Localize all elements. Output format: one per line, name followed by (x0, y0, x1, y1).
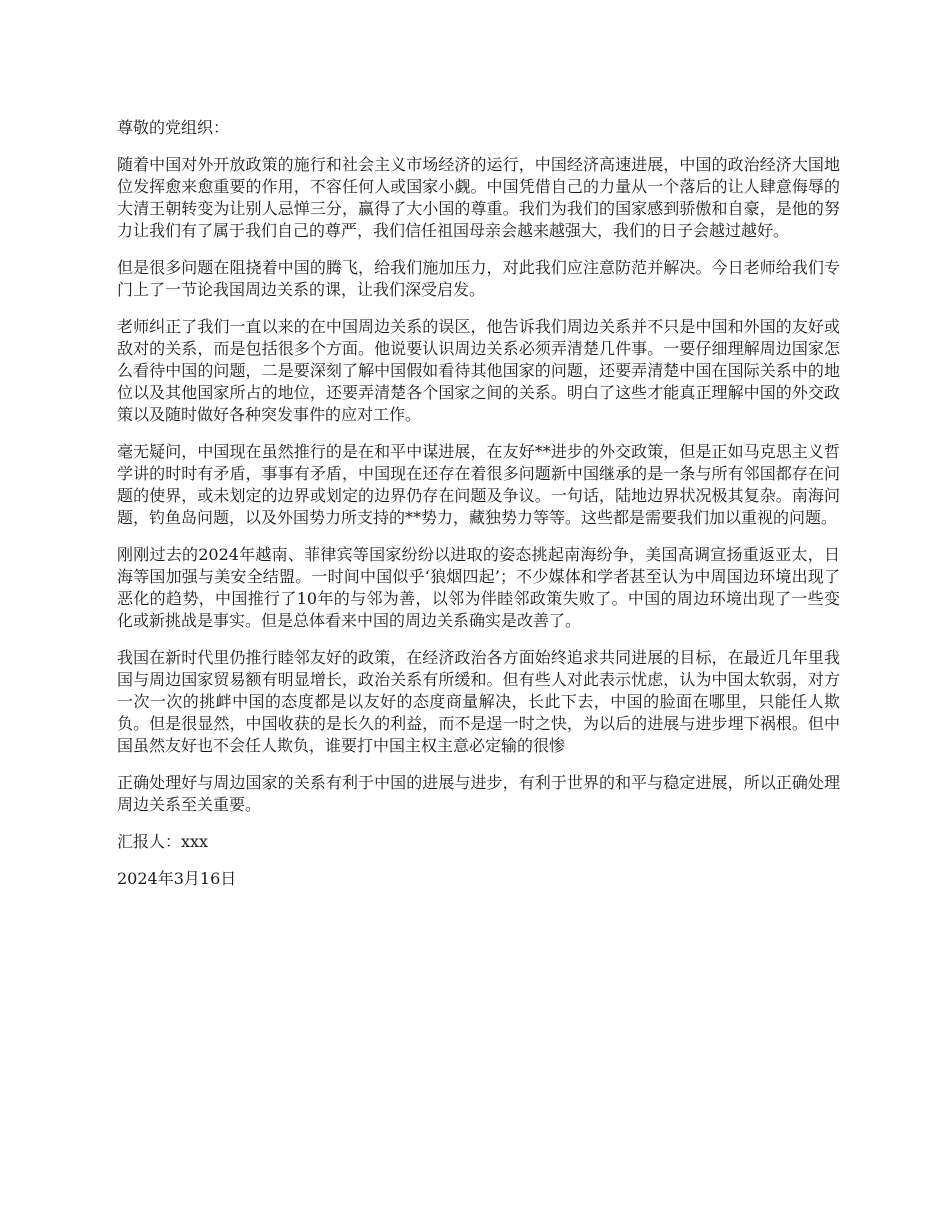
salutation: 尊敬的党组织： (117, 118, 230, 137)
body-paragraph-4: 毫无疑问，中国现在虽然推行的是在和平中谋进展，在友好**进步的外交政策，但是正如马克思主义哲学讲的时时有矛盾，事事有矛盾，中国现在还存在着很多问题新中国继承的是一条与所有邻国都存在问题的使界，或未划定的边界或划定的边界仍存在问题及争议。一句话，陆地边界状况极其复杂。南海问题，钓鱼岛问题，以及外国势力所支持的**势力，藏独势力等等。这些都是需要我们加以重视的问题。 (117, 442, 840, 527)
reporter-line: 汇报人：xxx (117, 832, 209, 851)
body-paragraph-3: 老师纠正了我们一直以来的在中国周边关系的误区，他告诉我们周边关系并不只是中国和外国的友好或敌对的关系，而是包括很多个方面。他说要认识周边关系必须弄清楚几件事。一要仔细理解周边国家怎么看待中国的问题，二是要深刻了解中国假如看待其他国家的问题，还要弄清楚中国在国际关系中的地位以及其他国家所占的地位，还要弄清楚各个国家之间的关系。明白了这些才能真正理解中国的外交政策以及随时做好各种突发事件的应对工作。 (117, 317, 840, 424)
body-paragraph-2: 但是很多问题在阻挠着中国的腾飞，给我们施加压力，对此我们应注意防范并解决。今日老师给我们专门上了一节论我国周边关系的课，让我们深受启发。 (117, 258, 840, 299)
document-page (117, 117, 840, 905)
body-paragraph-6: 我国在新时代里仍推行睦邻友好的政策，在经济政治各方面始终追求共同进展的目标，在最近几年里我国与周边国家贸易额有明显增长，政治关系有所缓和。但有些人对此表示忧虑，认为中国太软弱，对方一次一次的挑衅中国的态度都是以友好的态度商量解决，长此下去，中国的脸面在哪里，只能任人欺负。但是很显然，中国收获的是长久的利益，而不是逞一时之快，为以后的进展与进步埋下祸根。但中国虽然友好也不会任人欺负，谁要打中国主权主意必定输的很惨 (117, 648, 840, 755)
body-paragraph-1: 随着中国对外开放政策的施行和社会主义市场经济的运行，中国经济高速进展，中国的政治经济大国地位发挥愈来愈重要的作用，不容任何人或国家小觑。中国凭借自己的力量从一个落后的让人肆意侮辱的大清王朝转变为让别人忌惮三分，赢得了大小国的尊重。我们为我们的国家感到骄傲和自豪，是他的努力让我们有了属于我们自己的尊严，我们信任祖国母亲会越来越强大，我们的日子会越过越好。 (117, 155, 840, 240)
body-paragraph-7: 正确处理好与周边国家的关系有利于中国的进展与进步，有利于世界的和平与稳定进展，所以正确处理周边关系至关重要。 (117, 773, 840, 814)
date-line: 2024年3月16日 (117, 869, 237, 888)
body-paragraph-5: 刚刚过去的2024年越南、菲律宾等国家纷纷以进取的姿态挑起南海纷争，美国高调宣扬重返亚太，日海等国加强与美安全结盟。一时间中国似乎‘狼烟四起’；不少媒体和学者甚至认为中周国边环境出现了恶化的趋势，中国推行了10年的与邻为善，以邻为伴睦邻政策失败了。中国的周边环境出现了一些变化或新挑战是事实。但是总体看来中国的周边关系确实是改善了。 (117, 545, 840, 630)
